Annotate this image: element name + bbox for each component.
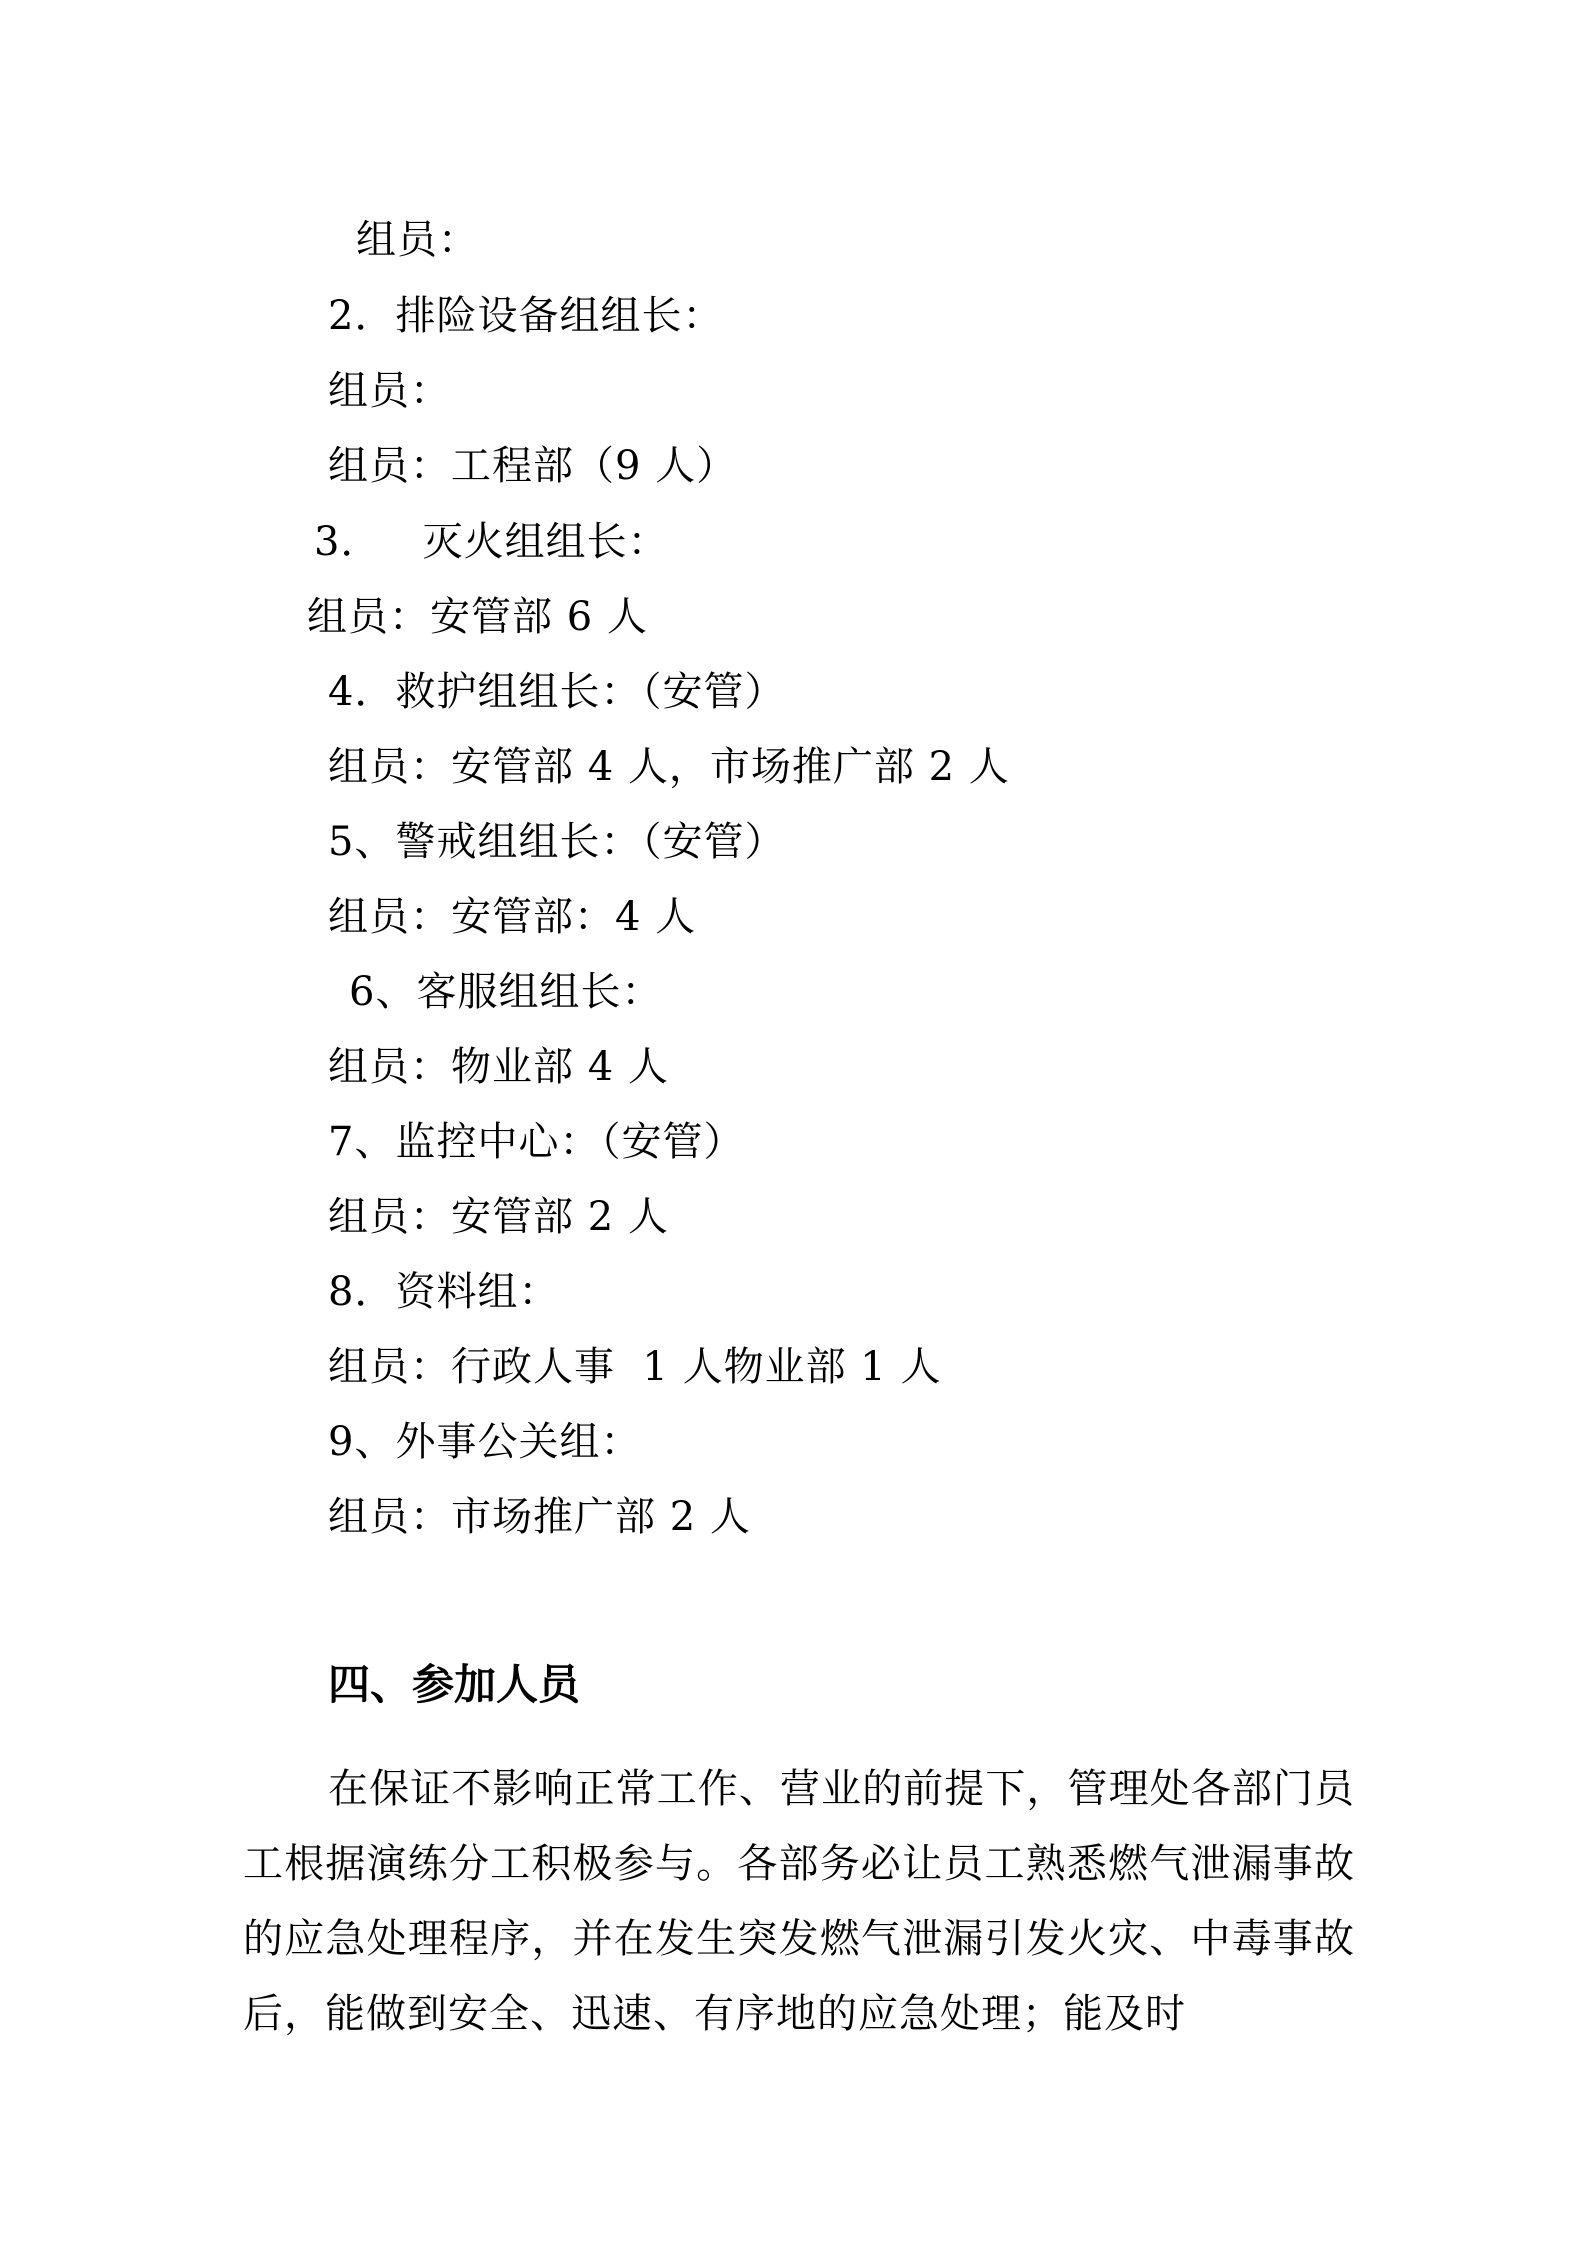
line-members-security-4: 组员：安管部：4 人: [328, 894, 697, 940]
line-members-admin-property: 组员：行政人事 1 人物业部 1 人: [328, 1344, 942, 1390]
line-cordon-leader: 5、警戒组组长：（安管）: [328, 819, 786, 865]
line-monitoring-center: 7、监控中心：（安管）: [328, 1119, 745, 1165]
line-first-aid-leader: 4．救护组组长：（安管）: [328, 669, 786, 715]
line-members-security-2: 组员：安管部 2 人: [328, 1194, 669, 1240]
line-members-security-marketing: 组员：安管部 4 人，市场推广部 2 人: [328, 744, 1010, 790]
line-rescue-equipment-leader: 2．排险设备组组长：: [328, 293, 724, 339]
line-members-property: 组员：物业部 4 人: [328, 1044, 669, 1090]
line-public-relations-group: 9、外事公关组：: [328, 1419, 642, 1465]
line-members-1: 组员：: [356, 217, 479, 263]
section-heading: 四、参加人员: [328, 1660, 581, 1709]
body-paragraph: 在保证不影响正常工作、营业的前提下，管理处各部门员工根据演练分工积极参与。各部务必让员工熟悉燃气泄漏事故的应急处理程序，并在发生突发燃气泄漏引发火灾、中毒事故后，能做到安全、迅速、有序地的应急处理；能及时: [243, 1766, 1355, 2037]
line-members-security-6: 组员：安管部 6 人: [307, 594, 648, 640]
line-members-marketing: 组员：市场推广部 2 人: [328, 1494, 751, 1540]
line-customer-service-leader: 6、客服组组长：: [349, 969, 663, 1015]
line-firefighting-leader: 3． 灭火组组长：: [314, 519, 669, 565]
line-members-engineering: 组员：工程部（9 人）: [328, 443, 738, 489]
line-documents-group: 8．资料组：: [328, 1269, 560, 1315]
line-members-2: 组员：: [328, 368, 451, 414]
